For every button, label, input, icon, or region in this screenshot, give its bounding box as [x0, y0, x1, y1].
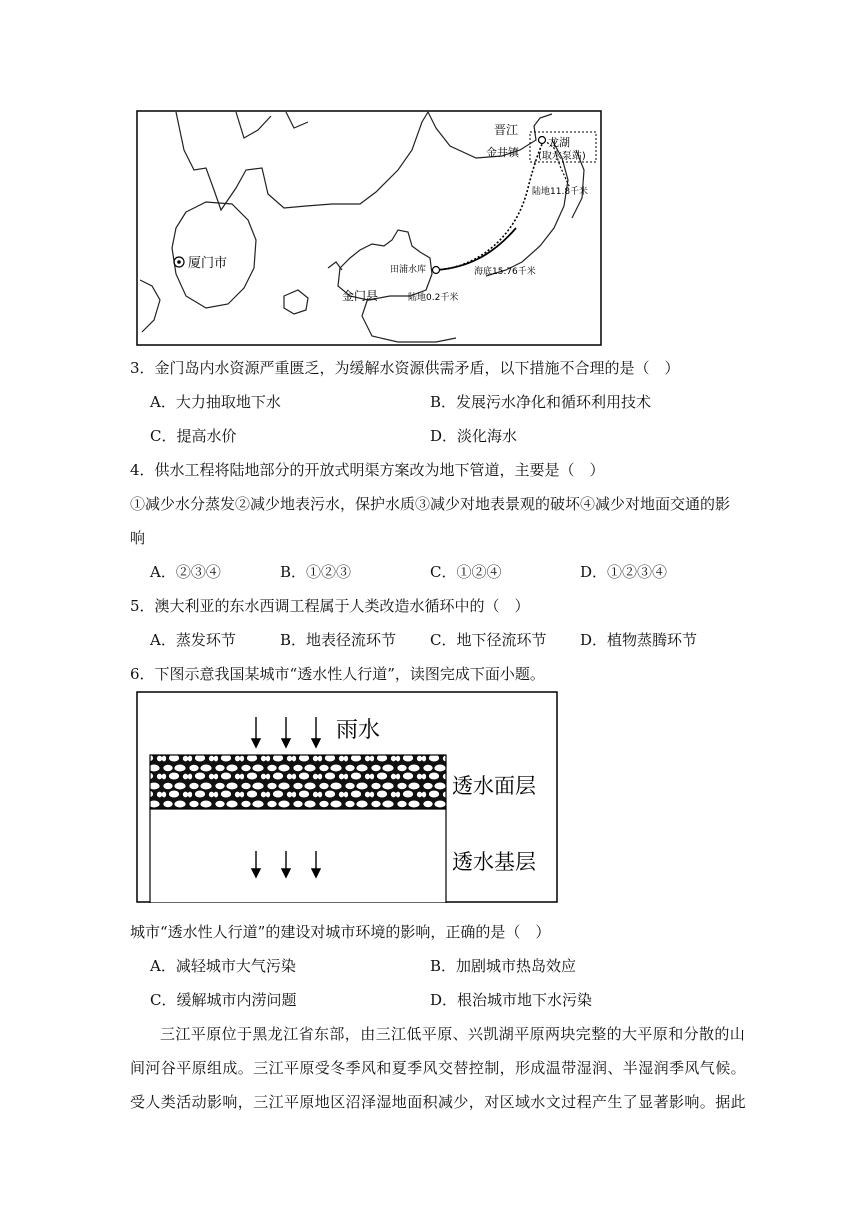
passage-line-3: 受人类活动影响，三江平原地区沼泽湿地面积减少，对区域水文过程产生了显著影响。据此 — [130, 1093, 747, 1111]
q4-option-c[interactable]: C．①②④ — [430, 563, 502, 581]
passage-line-2: 间河谷平原组成。三江平原受冬季风和夏季风交替控制，形成温带湿润、半湿润季风气候。 — [130, 1059, 747, 1077]
q5-option-d[interactable]: D．植物蒸腾环节 — [580, 631, 698, 649]
passage-line-1: 三江平原位于黑龙江省东部，由三江低平原、兴凯湖平原两块完整的大平原和分散的山 — [160, 1025, 746, 1043]
permeable-pavement-diagram — [136, 691, 558, 903]
q4-option-d[interactable]: D．①②③④ — [580, 563, 668, 581]
q5-option-b[interactable]: B．地表径流环节 — [280, 631, 397, 649]
map-label-tianpu: 田浦水库 — [390, 265, 427, 275]
q6-option-a[interactable]: A．减轻城市大气污染 — [150, 957, 296, 975]
map-label-longhu: 龙湖 — [548, 136, 570, 149]
map-label-sea: 海底15.76千米 — [474, 267, 536, 277]
q4-items-line1: ①减少水分蒸发②减少地表污水，保护水质③减少对地表景观的破坏④减少对地面交通的影 — [130, 495, 731, 513]
q3-stem: 3．金门岛内水资源严重匮乏，为缓解水资源供需矛盾，以下措施不合理的是（ ） — [130, 359, 680, 377]
map-label-land-south: 陆地0.2千米 — [408, 293, 459, 303]
map-label-jinmen: 金门县 — [342, 289, 379, 303]
q6-option-d[interactable]: D．根治城市地下水污染 — [430, 991, 593, 1009]
q3-option-d[interactable]: D．淡化海水 — [430, 427, 518, 445]
q6-stem: 6．下图示意我国某城市“透水性人行道”，读图完成下面小题。 — [130, 665, 545, 683]
pavement-label-rain: 雨水 — [336, 718, 381, 743]
q3-option-a[interactable]: A．大力抽取地下水 — [150, 393, 281, 411]
q5-option-a[interactable]: A．蒸发环节 — [150, 631, 236, 649]
q4-option-a[interactable]: A．②③④ — [150, 563, 221, 581]
map-label-jinjing: 金井镇 — [486, 146, 519, 159]
q5-stem: 5．澳大利亚的东水西调工程属于人类改造水循环中的（ ） — [130, 597, 530, 615]
q5-option-c[interactable]: C．地下径流环节 — [430, 631, 547, 649]
q3-option-b[interactable]: B．发展污水净化和循环利用技术 — [430, 393, 652, 411]
q4-items-line2: 响 — [130, 529, 146, 547]
water-supply-map — [136, 110, 602, 346]
map-label-xiamen: 厦门市 — [188, 256, 228, 271]
map-label-land-north: 陆地11.8千米 — [532, 187, 589, 197]
q6-question: 城市“透水性人行道”的建设对城市环境的影响，正确的是（ ） — [130, 923, 551, 941]
q4-stem: 4．供水工程将陆地部分的开放式明渠方案改为地下管道，主要是（ ） — [130, 461, 605, 479]
q3-option-c[interactable]: C．提高水价 — [150, 427, 237, 445]
q6-option-c[interactable]: C．缓解城市内涝问题 — [150, 991, 297, 1009]
q6-option-b[interactable]: B．加剧城市热岛效应 — [430, 957, 577, 975]
q4-option-b[interactable]: B．①②③ — [280, 563, 352, 581]
map-label-jinjiang: 晋江 — [494, 123, 519, 137]
map-label-pump: (取水泵站) — [538, 151, 586, 162]
pavement-label-surface: 透水面层 — [452, 774, 536, 798]
pavement-label-base: 透水基层 — [452, 850, 536, 874]
